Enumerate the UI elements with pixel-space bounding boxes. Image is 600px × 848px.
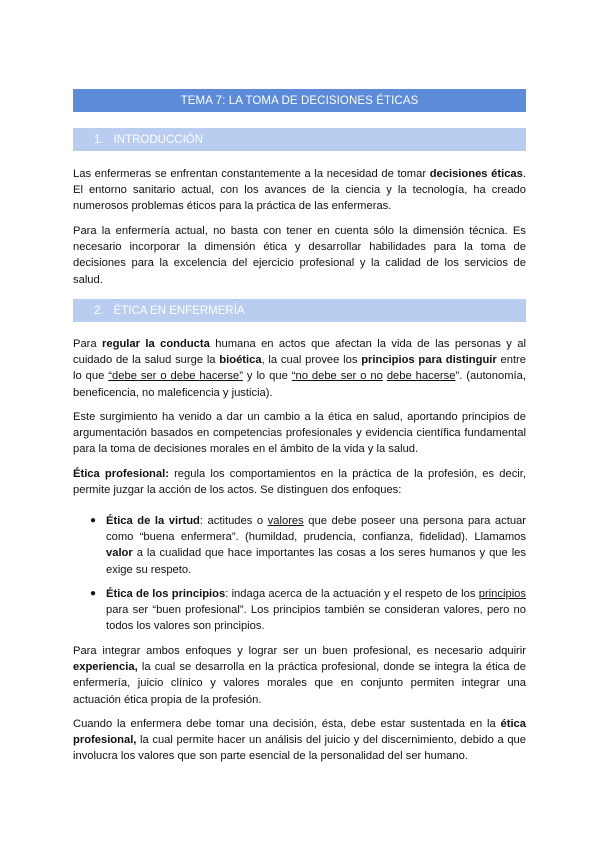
enfoques-list [73, 513, 526, 578]
section-number: 2. [94, 304, 104, 317]
list-item: ● Ética de los principios: indaga acerca de la actuación y el respeto de los principios para ser “buen profesional”. Los principios también se consideran valores, pero no todos los valores son principios. [90, 588, 526, 633]
section-number: 1. [94, 133, 104, 146]
bullet-icon: ● [90, 588, 97, 599]
etica-paragraph-3: Ética profesional: regula los comportamientos en la práctica de la profesión, es decir, permite juzgar la acción de los actos. Se distinguen dos enfoques: [73, 468, 526, 497]
section-header-introduccion [73, 128, 526, 151]
list-item: ● Ética de la virtud: actitudes o valores que debe poseer una persona para actuar como “buena enfermera”. (humildad, prudencia, confianza, fidelidad). Llamamos valor a la cualidad que hace importantes las cosas a los seres humanos y que les exige su respeto. [90, 515, 526, 576]
enfoques-list-2 [73, 586, 526, 635]
etica-paragraph-2: Este surgimiento ha venido a dar un cambio a la ética en salud, aportando principios de argumentación basados en competencias profesionales y evidencia científica fundamental para la toma de decisiones morales en el ámbito de la vida y la salud. [73, 411, 526, 456]
intro-paragraph-1: Las enfermeras se enfrentan constantemente a la necesidad de tomar decisiones éticas. El entorno sanitario actual, con los avances de la ciencia y la tecnología, ha creado numerosos problemas éticos para la práctica de las enfermeras. [73, 168, 526, 213]
bullet-icon: ● [90, 515, 97, 526]
section-label: ÉTICA EN ENFERMERÍA [113, 304, 245, 317]
etica-paragraph-1: Para regular la conducta humana en actos que afectan la vida de las personas y al cuidado de la salud surge la bioética, la cual provee los principios para distinguir entre lo que “debe ser o debe hacerse” y lo que “no debe ser o no debe hacerse”. (autonomía, beneficencia, no maleficencia y justicia). [73, 338, 527, 399]
intro-paragraph-2: Para la enfermería actual, no basta con tener en cuenta sólo la dimensión técnica. Es necesario incorporar la dimensión ética y desarrollar habilidades para la toma de decisiones para la excelencia del ejercicio profesional y la calidad de los servicios de salud. [73, 225, 526, 286]
section-header-etica [73, 299, 526, 322]
etica-paragraph-5: Cuando la enfermera debe tomar una decisión, ésta, debe estar sustentada en la ética profesional, la cual permite hacer un análisis del juicio y del discernimiento, debido a que involucra los valores que son parte esencial de la personalidad del ser humano. [73, 718, 526, 763]
etica-paragraph-4: Para integrar ambos enfoques y lograr ser un buen profesional, es necesario adquirir experiencia, la cual se desarrolla en la práctica profesional, donde se integra la ética de enfermería, juicio clínico y valores morales que en conjunto permiten integrar una actuación ética propia de la profesión. [73, 645, 526, 706]
section-label: INTRODUCCIÓN [113, 133, 204, 146]
document-title: TEMA 7: LA TOMA DE DECISIONES ÉTICAS [73, 89, 526, 112]
